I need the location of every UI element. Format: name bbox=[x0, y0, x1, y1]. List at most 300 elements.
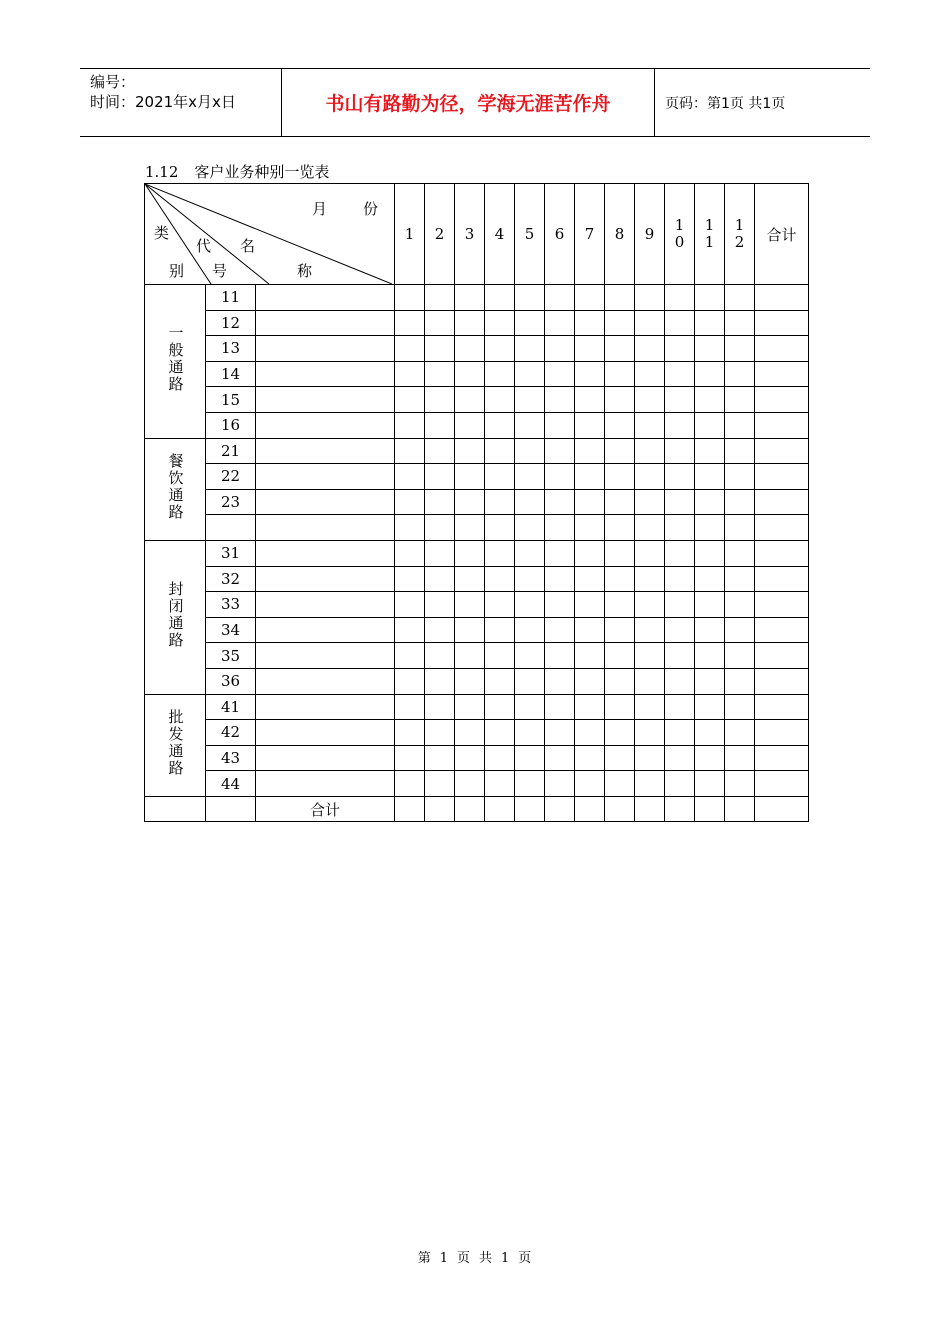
data-cell bbox=[755, 720, 809, 746]
data-cell bbox=[545, 438, 575, 464]
data-cell bbox=[665, 643, 695, 669]
table-row bbox=[145, 694, 809, 720]
data-cell bbox=[515, 745, 545, 771]
data-cell bbox=[545, 796, 575, 822]
data-cell bbox=[755, 412, 809, 438]
table-row bbox=[145, 566, 809, 592]
data-cell bbox=[485, 566, 515, 592]
data-cell bbox=[665, 668, 695, 694]
footer-total-pages: 1 bbox=[501, 1251, 511, 1266]
code-cell: 34 bbox=[206, 617, 256, 643]
data-cell bbox=[485, 336, 515, 362]
month-digit: 2 bbox=[434, 224, 445, 243]
data-cell bbox=[395, 464, 425, 490]
table-row bbox=[145, 771, 809, 797]
data-cell bbox=[725, 771, 755, 797]
data-cell bbox=[256, 617, 395, 643]
month-header-3 bbox=[455, 184, 485, 285]
data-cell bbox=[725, 592, 755, 618]
data-cell bbox=[635, 668, 665, 694]
month-digit: 3 bbox=[464, 224, 475, 243]
data-cell bbox=[575, 668, 605, 694]
data-cell bbox=[485, 438, 515, 464]
month-digit: 9 bbox=[644, 224, 655, 243]
data-cell bbox=[725, 566, 755, 592]
data-cell bbox=[665, 745, 695, 771]
data-cell bbox=[605, 617, 635, 643]
data-cell bbox=[575, 285, 605, 311]
data-cell bbox=[455, 438, 485, 464]
data-cell bbox=[665, 464, 695, 490]
table-row bbox=[145, 643, 809, 669]
data-cell bbox=[755, 566, 809, 592]
data-cell bbox=[725, 285, 755, 311]
data-cell bbox=[395, 387, 425, 413]
data-cell bbox=[695, 745, 725, 771]
number-label: 编号： bbox=[90, 73, 136, 91]
caption-title: 客户业务种别一览表 bbox=[194, 163, 330, 181]
data-cell bbox=[725, 694, 755, 720]
data-cell bbox=[455, 540, 485, 566]
data-cell bbox=[256, 515, 395, 541]
header-page-info: 页码：第1页 共1页 bbox=[665, 95, 786, 112]
table-row bbox=[145, 438, 809, 464]
data-cell bbox=[695, 694, 725, 720]
data-cell bbox=[725, 361, 755, 387]
data-cell bbox=[395, 489, 425, 515]
data-cell bbox=[485, 796, 515, 822]
month-digit: 7 bbox=[584, 224, 595, 243]
data-cell bbox=[545, 515, 575, 541]
data-cell bbox=[695, 361, 725, 387]
data-cell bbox=[515, 540, 545, 566]
data-cell bbox=[605, 771, 635, 797]
data-cell bbox=[605, 694, 635, 720]
data-cell bbox=[575, 720, 605, 746]
data-cell bbox=[635, 643, 665, 669]
data-cell bbox=[575, 592, 605, 618]
data-cell bbox=[725, 720, 755, 746]
data-cell bbox=[256, 489, 395, 515]
category-cell bbox=[145, 694, 206, 796]
data-cell bbox=[755, 489, 809, 515]
data-cell bbox=[635, 412, 665, 438]
data-cell bbox=[256, 336, 395, 362]
data-cell bbox=[395, 694, 425, 720]
data-cell bbox=[256, 285, 395, 311]
data-cell bbox=[575, 617, 605, 643]
data-cell bbox=[545, 412, 575, 438]
data-cell bbox=[725, 617, 755, 643]
code-cell: 32 bbox=[206, 566, 256, 592]
data-cell bbox=[575, 387, 605, 413]
data-cell bbox=[665, 361, 695, 387]
data-cell bbox=[635, 515, 665, 541]
data-cell bbox=[605, 720, 635, 746]
data-cell bbox=[425, 745, 455, 771]
data-cell bbox=[725, 796, 755, 822]
header-meta-cell bbox=[80, 69, 282, 136]
data-cell bbox=[665, 412, 695, 438]
data-cell bbox=[635, 592, 665, 618]
data-cell bbox=[575, 643, 605, 669]
data-cell bbox=[515, 285, 545, 311]
data-cell bbox=[515, 438, 545, 464]
data-cell bbox=[605, 310, 635, 336]
data-cell bbox=[695, 310, 725, 336]
data-cell bbox=[755, 771, 809, 797]
corner-name-a: 名 bbox=[240, 237, 256, 255]
data-cell bbox=[665, 285, 695, 311]
data-cell bbox=[455, 412, 485, 438]
data-cell bbox=[256, 387, 395, 413]
data-cell bbox=[695, 285, 725, 311]
data-cell bbox=[665, 336, 695, 362]
code-cell: 23 bbox=[206, 489, 256, 515]
data-cell bbox=[575, 412, 605, 438]
data-cell bbox=[545, 745, 575, 771]
data-cell bbox=[635, 694, 665, 720]
category-label: 批发通路 bbox=[166, 709, 185, 778]
month-digit: 0 bbox=[674, 233, 685, 251]
data-cell bbox=[455, 387, 485, 413]
month-digit: 6 bbox=[554, 224, 565, 243]
code-cell: 35 bbox=[206, 643, 256, 669]
data-cell bbox=[695, 566, 725, 592]
data-cell bbox=[395, 515, 425, 541]
table-row bbox=[145, 515, 809, 541]
data-cell bbox=[545, 310, 575, 336]
corner-cat-b: 别 bbox=[169, 262, 185, 280]
footer-total-prefix: 共 bbox=[479, 1251, 494, 1266]
data-cell bbox=[515, 566, 545, 592]
corner-name-b: 称 bbox=[297, 262, 313, 280]
data-cell bbox=[695, 515, 725, 541]
data-cell bbox=[605, 668, 635, 694]
time-label: 时间：2021年x月x日 bbox=[90, 93, 236, 111]
data-cell bbox=[605, 566, 635, 592]
data-cell bbox=[545, 643, 575, 669]
data-cell bbox=[635, 285, 665, 311]
data-cell bbox=[395, 796, 425, 822]
data-cell bbox=[395, 336, 425, 362]
data-cell bbox=[515, 643, 545, 669]
code-cell: 42 bbox=[206, 720, 256, 746]
data-cell bbox=[515, 464, 545, 490]
data-cell bbox=[695, 438, 725, 464]
data-cell bbox=[695, 796, 725, 822]
data-cell bbox=[425, 668, 455, 694]
data-cell bbox=[665, 310, 695, 336]
data-cell bbox=[425, 438, 455, 464]
data-cell bbox=[455, 796, 485, 822]
data-cell bbox=[575, 745, 605, 771]
code-cell: 11 bbox=[206, 285, 256, 311]
month-header-11 bbox=[695, 184, 725, 285]
table-row bbox=[145, 489, 809, 515]
data-cell bbox=[695, 771, 725, 797]
data-cell bbox=[635, 438, 665, 464]
data-cell bbox=[725, 643, 755, 669]
data-cell bbox=[455, 720, 485, 746]
data-cell bbox=[575, 464, 605, 490]
data-cell bbox=[665, 771, 695, 797]
data-cell bbox=[485, 668, 515, 694]
data-cell bbox=[485, 745, 515, 771]
data-cell bbox=[256, 412, 395, 438]
data-cell bbox=[395, 771, 425, 797]
total-row bbox=[145, 796, 809, 822]
data-cell bbox=[665, 566, 695, 592]
data-cell bbox=[425, 310, 455, 336]
category-cell bbox=[145, 540, 206, 694]
data-cell bbox=[256, 566, 395, 592]
data-cell bbox=[256, 643, 395, 669]
data-cell bbox=[545, 540, 575, 566]
data-cell bbox=[256, 438, 395, 464]
data-cell bbox=[665, 540, 695, 566]
data-cell bbox=[485, 361, 515, 387]
document-header bbox=[80, 68, 870, 137]
data-cell bbox=[395, 310, 425, 336]
total-column-header: 合计 bbox=[755, 184, 809, 285]
data-cell bbox=[485, 412, 515, 438]
data-cell bbox=[665, 720, 695, 746]
data-cell bbox=[515, 617, 545, 643]
data-cell bbox=[395, 668, 425, 694]
data-cell bbox=[425, 796, 455, 822]
code-cell bbox=[206, 515, 256, 541]
category-label: 餐饮通路 bbox=[166, 453, 185, 522]
data-cell bbox=[635, 387, 665, 413]
footer-page-number: 1 bbox=[439, 1251, 449, 1266]
data-cell bbox=[695, 387, 725, 413]
data-cell bbox=[545, 694, 575, 720]
data-cell bbox=[256, 668, 395, 694]
table-row bbox=[145, 592, 809, 618]
footer-prefix: 第 bbox=[417, 1251, 432, 1266]
data-cell bbox=[605, 336, 635, 362]
data-cell bbox=[695, 643, 725, 669]
data-cell bbox=[755, 796, 809, 822]
data-cell bbox=[575, 515, 605, 541]
data-cell bbox=[665, 796, 695, 822]
data-cell bbox=[695, 336, 725, 362]
data-cell bbox=[485, 464, 515, 490]
data-cell bbox=[575, 310, 605, 336]
data-cell bbox=[515, 720, 545, 746]
data-cell bbox=[665, 515, 695, 541]
data-cell bbox=[545, 771, 575, 797]
data-cell bbox=[605, 745, 635, 771]
data-cell bbox=[256, 771, 395, 797]
code-cell: 44 bbox=[206, 771, 256, 797]
data-cell bbox=[605, 387, 635, 413]
data-cell bbox=[545, 336, 575, 362]
data-cell bbox=[545, 720, 575, 746]
month-header-9 bbox=[635, 184, 665, 285]
data-cell bbox=[695, 592, 725, 618]
month-digit: 1 bbox=[734, 216, 745, 234]
category-cell bbox=[145, 438, 206, 540]
data-cell bbox=[725, 310, 755, 336]
footer-total-unit: 页 bbox=[518, 1251, 533, 1266]
data-cell bbox=[455, 489, 485, 515]
data-cell bbox=[425, 412, 455, 438]
data-cell bbox=[545, 361, 575, 387]
month-header-7 bbox=[575, 184, 605, 285]
data-cell bbox=[206, 796, 256, 822]
data-cell bbox=[755, 643, 809, 669]
data-cell bbox=[545, 566, 575, 592]
table-header-row bbox=[145, 184, 809, 285]
data-cell bbox=[725, 387, 755, 413]
data-cell bbox=[605, 796, 635, 822]
data-cell bbox=[395, 643, 425, 669]
data-cell bbox=[665, 387, 695, 413]
data-cell bbox=[425, 771, 455, 797]
data-cell bbox=[395, 617, 425, 643]
data-cell bbox=[755, 361, 809, 387]
data-cell bbox=[256, 720, 395, 746]
data-cell bbox=[395, 285, 425, 311]
data-cell bbox=[605, 438, 635, 464]
data-cell bbox=[575, 796, 605, 822]
data-cell bbox=[755, 617, 809, 643]
data-cell bbox=[635, 566, 665, 592]
data-cell bbox=[605, 540, 635, 566]
data-cell bbox=[485, 285, 515, 311]
table-row bbox=[145, 285, 809, 311]
data-cell bbox=[515, 336, 545, 362]
data-cell bbox=[256, 464, 395, 490]
caption-number: 1.12 bbox=[145, 163, 179, 181]
data-cell bbox=[725, 489, 755, 515]
data-cell bbox=[635, 361, 665, 387]
data-cell bbox=[515, 489, 545, 515]
data-cell bbox=[425, 361, 455, 387]
data-cell bbox=[575, 438, 605, 464]
data-cell bbox=[256, 745, 395, 771]
table-row bbox=[145, 336, 809, 362]
table-row bbox=[145, 617, 809, 643]
diagonal-corner-cell bbox=[145, 184, 395, 285]
data-cell bbox=[455, 310, 485, 336]
data-cell bbox=[425, 592, 455, 618]
data-cell bbox=[755, 592, 809, 618]
data-cell bbox=[695, 720, 725, 746]
data-cell bbox=[485, 310, 515, 336]
data-cell bbox=[256, 592, 395, 618]
data-cell bbox=[545, 592, 575, 618]
table-row bbox=[145, 310, 809, 336]
total-row-label: 合计 bbox=[256, 796, 395, 822]
data-cell bbox=[635, 771, 665, 797]
table-row bbox=[145, 540, 809, 566]
code-cell: 16 bbox=[206, 412, 256, 438]
data-cell bbox=[605, 489, 635, 515]
data-cell bbox=[395, 412, 425, 438]
data-cell bbox=[455, 617, 485, 643]
data-cell bbox=[395, 720, 425, 746]
data-cell bbox=[485, 643, 515, 669]
data-cell bbox=[515, 515, 545, 541]
data-cell bbox=[485, 771, 515, 797]
data-cell bbox=[425, 643, 455, 669]
month-header-2 bbox=[425, 184, 455, 285]
table-row bbox=[145, 412, 809, 438]
code-cell: 15 bbox=[206, 387, 256, 413]
data-cell bbox=[635, 464, 665, 490]
table-row bbox=[145, 720, 809, 746]
data-cell bbox=[425, 489, 455, 515]
data-cell bbox=[665, 489, 695, 515]
data-cell bbox=[485, 617, 515, 643]
data-cell bbox=[605, 285, 635, 311]
data-cell bbox=[725, 336, 755, 362]
month-header-12 bbox=[725, 184, 755, 285]
data-cell bbox=[635, 617, 665, 643]
data-cell bbox=[455, 668, 485, 694]
data-cell bbox=[455, 464, 485, 490]
data-cell bbox=[695, 489, 725, 515]
category-cell bbox=[145, 285, 206, 439]
data-cell bbox=[635, 720, 665, 746]
table-row bbox=[145, 387, 809, 413]
data-cell bbox=[455, 771, 485, 797]
data-cell bbox=[395, 566, 425, 592]
data-cell bbox=[695, 464, 725, 490]
data-cell bbox=[605, 361, 635, 387]
table-row bbox=[145, 745, 809, 771]
month-header-10 bbox=[665, 184, 695, 285]
data-cell bbox=[515, 361, 545, 387]
code-cell: 22 bbox=[206, 464, 256, 490]
table-caption bbox=[145, 161, 329, 182]
data-cell bbox=[425, 694, 455, 720]
month-header-5 bbox=[515, 184, 545, 285]
month-header-8 bbox=[605, 184, 635, 285]
data-cell bbox=[575, 336, 605, 362]
corner-code-b: 号 bbox=[212, 262, 228, 280]
month-digit: 2 bbox=[734, 233, 745, 251]
month-digit: 4 bbox=[494, 224, 505, 243]
data-cell bbox=[575, 566, 605, 592]
code-cell: 41 bbox=[206, 694, 256, 720]
data-cell bbox=[425, 540, 455, 566]
data-cell bbox=[635, 540, 665, 566]
code-cell: 43 bbox=[206, 745, 256, 771]
data-cell bbox=[485, 387, 515, 413]
data-cell bbox=[515, 387, 545, 413]
code-cell: 21 bbox=[206, 438, 256, 464]
data-cell bbox=[455, 592, 485, 618]
data-cell bbox=[665, 694, 695, 720]
data-cell bbox=[605, 515, 635, 541]
data-cell bbox=[725, 515, 755, 541]
data-cell bbox=[455, 336, 485, 362]
data-cell bbox=[755, 694, 809, 720]
data-cell bbox=[575, 361, 605, 387]
data-cell bbox=[755, 745, 809, 771]
page-footer bbox=[0, 1247, 950, 1266]
corner-cat-a: 类 bbox=[154, 224, 170, 242]
month-header-4 bbox=[485, 184, 515, 285]
data-cell bbox=[455, 361, 485, 387]
data-cell bbox=[425, 617, 455, 643]
data-cell bbox=[455, 285, 485, 311]
data-cell bbox=[425, 387, 455, 413]
